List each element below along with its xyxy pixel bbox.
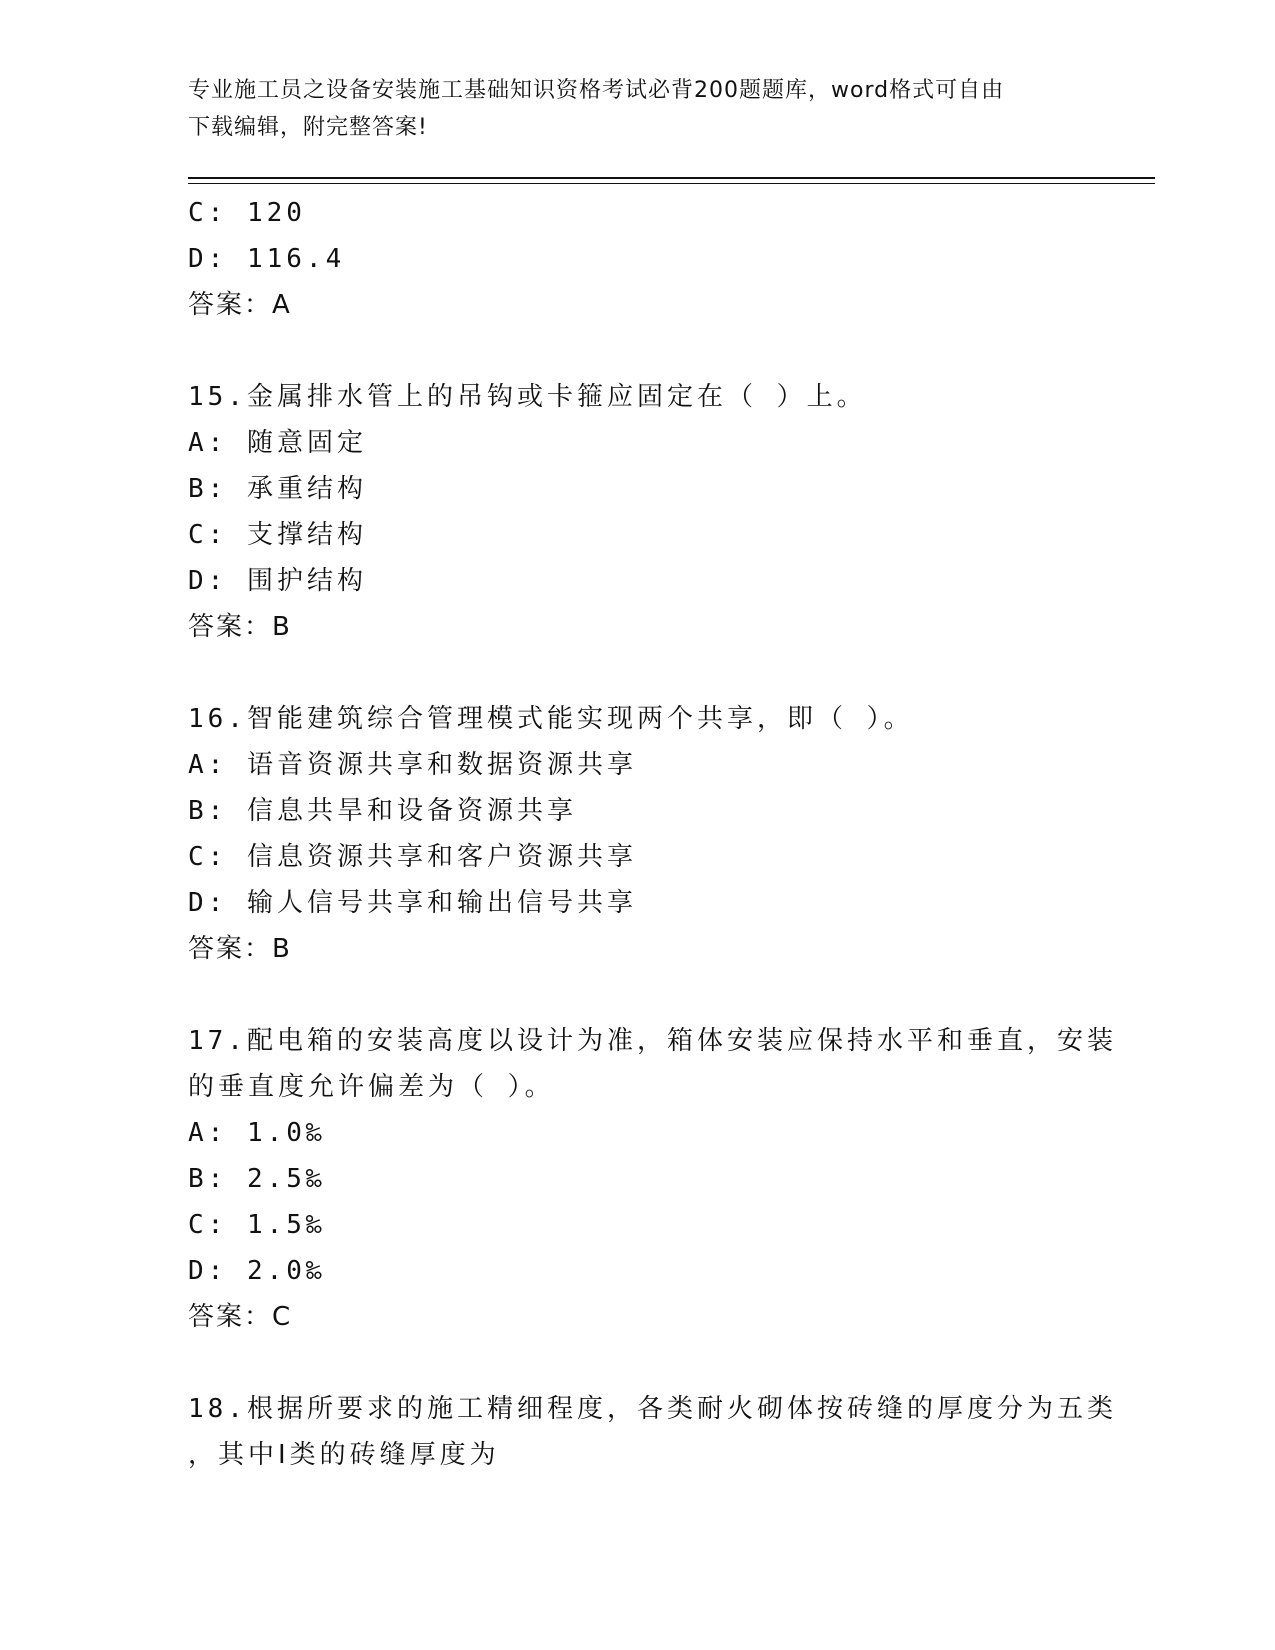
header-rule-thick	[188, 177, 1155, 179]
option-line: B: 信息共旱和设备资源共享	[188, 796, 577, 826]
document-body	[188, 190, 1117, 1478]
spacer	[188, 972, 1088, 1018]
question-stem: 18.根据所要求的施工精细程度，各类耐火砌体按砖缝的厚度分为五类	[188, 1394, 1117, 1424]
document-header	[188, 72, 1088, 146]
spacer	[188, 328, 1088, 374]
option-line: D: 2.0‰	[188, 1256, 326, 1286]
option-line: B: 2.5‰	[188, 1164, 326, 1194]
answer-line: 答案：C	[188, 1302, 293, 1332]
option-line: A: 1.0‰	[188, 1118, 326, 1148]
header-rule-thin	[188, 183, 1155, 184]
question-stem: 17.配电箱的安装高度以设计为准，箱体安装应保持水平和垂直，安装	[188, 1026, 1117, 1056]
question-stem-continuation: ，其中Ⅰ类的砖缝厚度为	[188, 1440, 500, 1470]
option-line: D: 围护结构	[188, 566, 367, 596]
header-line-1: 专业施工员之设备安装施工基础知识资格考试必背200题题库，word格式可自由	[188, 78, 1005, 103]
question-stem-continuation: 的垂直度允许偏差为（ ）。	[188, 1072, 555, 1102]
answer-line: 答案：B	[188, 934, 292, 964]
option-line: C: 1.5‰	[188, 1210, 326, 1240]
option-line: C: 信息资源共享和客户资源共享	[188, 842, 637, 872]
spacer	[188, 1340, 1088, 1386]
option-line: C: 支撑结构	[188, 520, 367, 550]
option-line: B: 承重结构	[188, 474, 367, 504]
option-line: D: 116.4	[188, 244, 346, 274]
answer-line: 答案：B	[188, 612, 292, 642]
option-line: A: 语音资源共享和数据资源共享	[188, 750, 637, 780]
option-line: C: 120	[188, 198, 306, 228]
answer-line: 答案：A	[188, 290, 292, 320]
question-stem: 16.智能建筑综合管理模式能实现两个共享，即（ ）。	[188, 704, 914, 734]
option-line: A: 随意固定	[188, 428, 367, 458]
spacer	[188, 650, 1088, 696]
option-line: D: 输人信号共享和输出信号共享	[188, 888, 637, 918]
header-line-2: 下载编辑，附完整答案!	[188, 115, 428, 140]
question-stem: 15.金属排水管上的吊钩或卡箍应固定在（ ）上。	[188, 382, 867, 412]
